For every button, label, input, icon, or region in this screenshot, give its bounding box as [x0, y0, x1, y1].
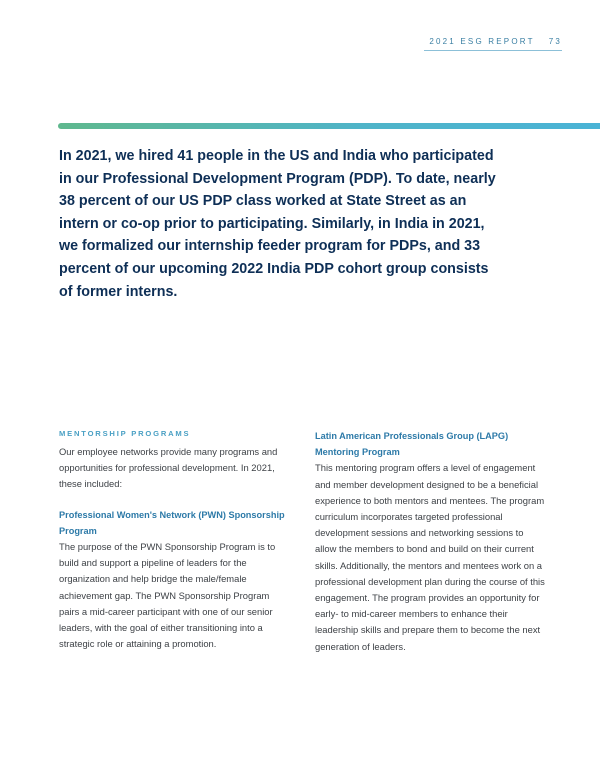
section-label: MENTORSHIP PROGRAMS [59, 429, 191, 438]
accent-gradient-bar [58, 123, 600, 129]
mentorship-intro-text: Our employee networks provide many programs and opportunities for professional development. In 2021, these included: [59, 446, 278, 490]
intro-statement: In 2021, we hired 41 people in the US and India who participated in our Professional Development Program (PDP). To date, nearly 38 percent of our US PDP class worked at State Street as an intern or co-op prior to participating. Similarly, in India in 2021, we formalized our internship feeder program for PDPs, and 33 percent of our upcoming 2022 India PDP cohort group consists of former interns. [59, 148, 496, 300]
mentorship-left-column [59, 428, 291, 652]
lapg-program-body: This mentoring program offers a level of engagement and member development designed to be a beneficial experience to both mentors and mentees. The program curriculum incorporates targeted professional development sessions and networking sessions to allow the members to bond and build on their current skills. Additionally, the mentors and mentees work on a professional development plan during the course of this engagement. The program provides an opportunity for early- to mid-career members to enhance their leadership skills and prepare them to become the next generation of leaders. [315, 462, 545, 652]
mentorship-right-column [315, 428, 547, 655]
pwn-program-title: Professional Women's Network (PWN) Sponsorship Program [59, 509, 285, 536]
page-header [429, 37, 562, 46]
page-number: 73 [548, 37, 562, 46]
report-title: 2021 ESG REPORT [429, 37, 535, 46]
header-divider [424, 50, 562, 51]
pwn-program-body: The purpose of the PWN Sponsorship Program is to build and support a pipeline of leaders for the organization and help bridge the male/female achievement gap. The PWN Sponsorship Program pairs a mid-career participant with one of our senior leaders, with the goal of either transitioning into a strategic role or attaining a promotion. [59, 541, 276, 650]
lapg-program-title: Latin American Professionals Group (LAPG) Mentoring Program [315, 431, 509, 458]
